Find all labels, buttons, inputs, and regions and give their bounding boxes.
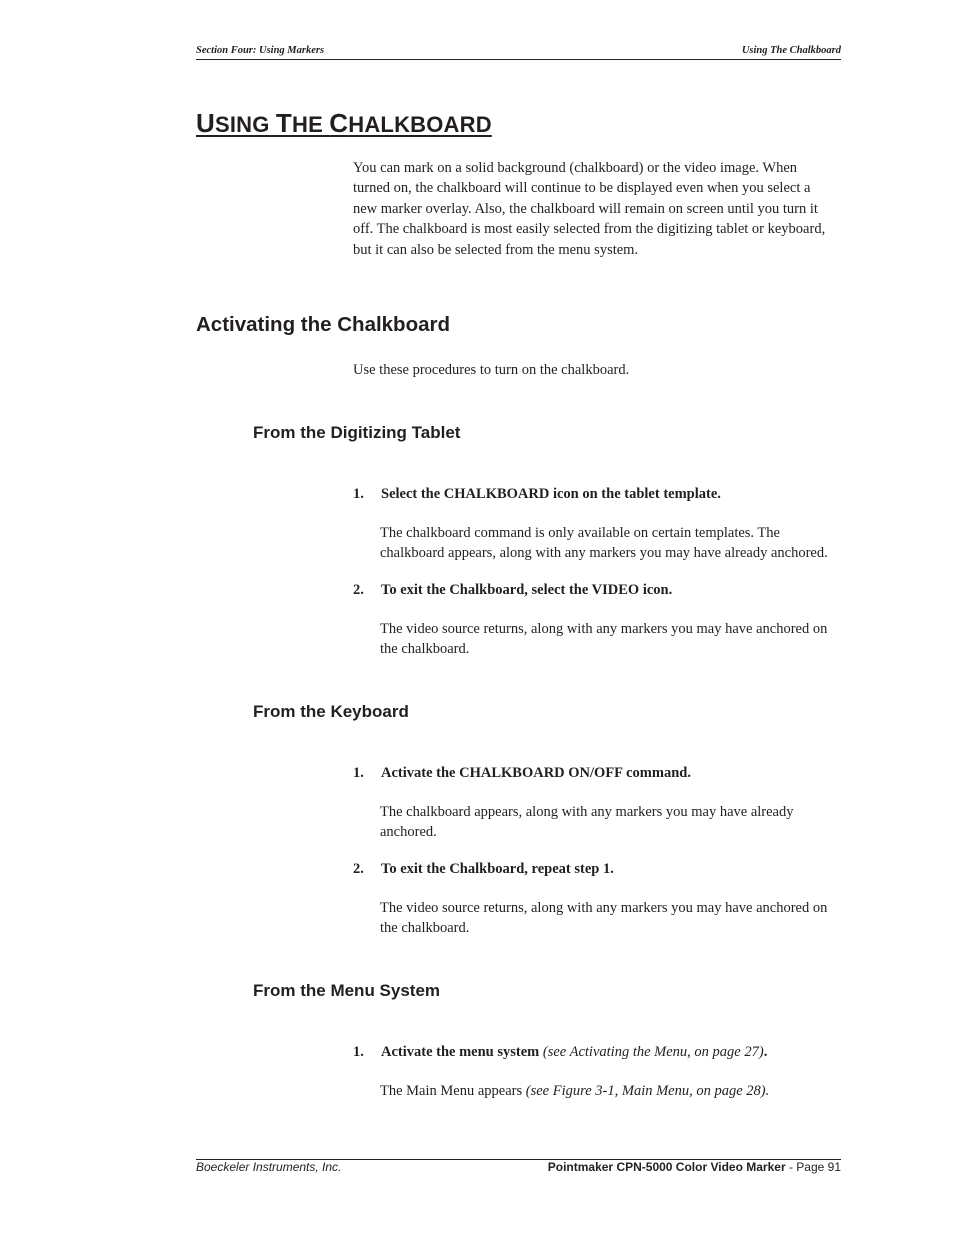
step-number: 1. [353, 486, 364, 502]
footer-company: Boeckeler Instruments, Inc. [196, 1160, 342, 1174]
subheading-menu: From the Menu System [253, 981, 441, 1000]
menu-step-1-note [380, 1081, 840, 1101]
step-text: Activate the menu system [381, 1044, 540, 1060]
tablet-step-1-note: The chalkboard command is only available on certain templates. The chalkboard appears, along with any markers you may have already anchored. [380, 525, 828, 562]
step-number: 1. [353, 1044, 364, 1060]
intro-paragraph: You can mark on a solid background (chalkboard) or the video image. When turned on, the chalkboard will continue to be displayed even when you select a new marker overlay. Also, the chalkboard will remain on screen until you turn it off. The chalkboard is most easily selected from the digitizing tablet or keyboard, but it can also be selected from the menu system. [353, 160, 826, 258]
section-heading-activating: Activating the Chalkboard [196, 313, 451, 336]
running-header-section: Section Four: Using Markers [196, 45, 325, 56]
header-divider [196, 59, 841, 60]
title-rest: SING [214, 112, 270, 137]
step-text: To exit the Chalkboard, select the VIDEO icon. [381, 582, 673, 598]
step-number: 2. [353, 582, 364, 598]
running-header-topic: Using The Chalkboard [741, 45, 841, 56]
footer-product-page [548, 1160, 841, 1174]
tablet-step-1 [353, 486, 721, 503]
step-text: Activate the CHALKBOARD ON/OFF command. [381, 765, 691, 781]
step-text: Select the CHALKBOARD icon on the tablet template. [381, 486, 721, 502]
tablet-step-2-note: The video source returns, along with any markers you may have anchored on the chalkboard. [380, 621, 828, 658]
subheading-tablet: From the Digitizing Tablet [253, 423, 461, 442]
tablet-step-2 [353, 582, 672, 599]
note-text: The Main Menu appears [380, 1083, 523, 1099]
page-number: - Page 91 [785, 1160, 841, 1174]
step-end: . [763, 1044, 768, 1060]
step-number: 2. [353, 861, 364, 877]
step-number: 1. [353, 765, 364, 781]
title-cap: C [329, 108, 349, 138]
footer-product: Pointmaker CPN-5000 Color Video Marker [547, 1160, 786, 1174]
step-text: To exit the Chalkboard, repeat step 1. [381, 861, 614, 877]
keyboard-step-2-note: The video source returns, along with any markers you may have anchored on the chalkboard. [380, 900, 828, 937]
subheading-keyboard: From the Keyboard [253, 702, 409, 721]
keyboard-step-1 [353, 765, 691, 782]
menu-step-1 [353, 1044, 767, 1061]
activating-text: Use these procedures to turn on the chalkboard. [353, 362, 630, 378]
keyboard-step-1-note: The chalkboard appears, along with any markers you may have already anchored. [380, 804, 794, 841]
title-cap: T [275, 108, 292, 138]
title-rest: HE [291, 112, 323, 137]
keyboard-step-2 [353, 861, 614, 878]
page-title [196, 108, 492, 139]
cross-reference: (see Activating the Menu, on page 27) [542, 1044, 764, 1060]
cross-reference: (see Figure 3-1, Main Menu, on page 28). [525, 1083, 770, 1099]
title-rest: HALKBOARD [348, 112, 492, 137]
title-cap: U [196, 108, 215, 138]
